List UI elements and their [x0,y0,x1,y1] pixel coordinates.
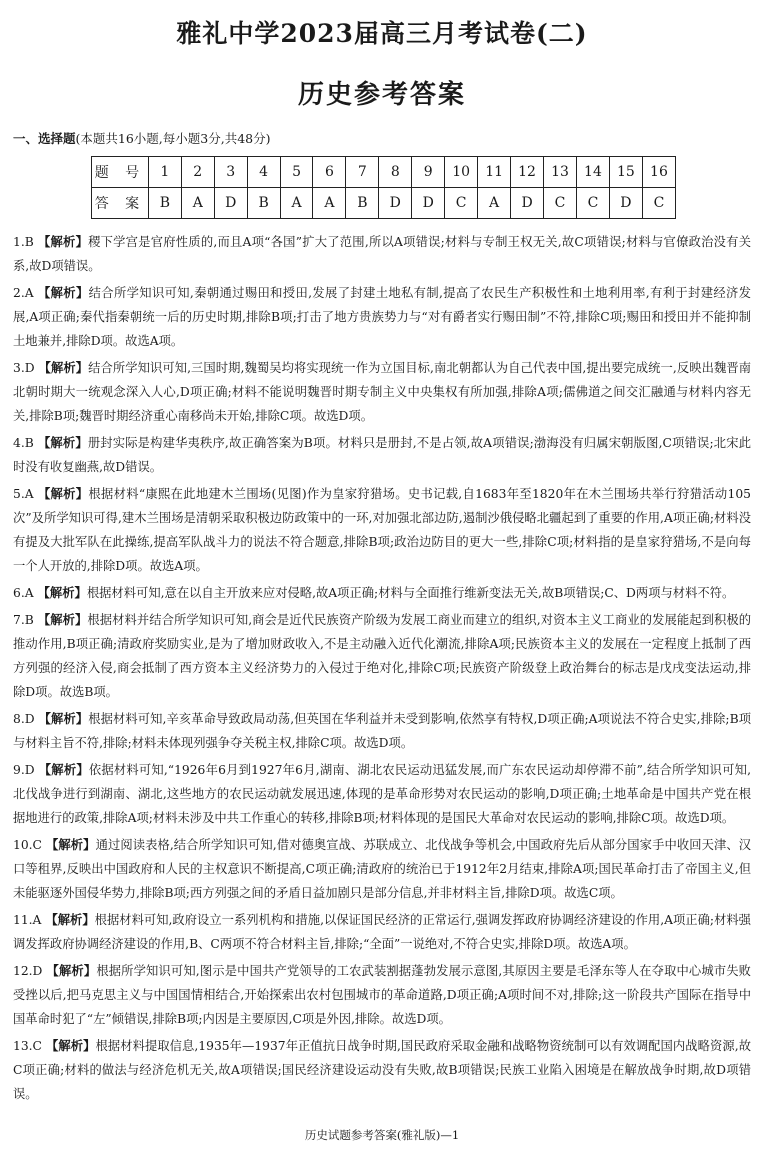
explanation-item [13,230,751,278]
analysis-tag: 【解析】 [38,712,89,726]
analysis-tag: 【解析】 [45,1039,96,1053]
explanation-item [13,758,751,830]
question-number-cell: 8 [379,157,412,188]
section-label: 一、选择题 [13,131,76,146]
item-text: 通过阅读表格,结合所学知识可知,借对德奥宣战、苏联成立、北伐战争等机会,中国政府先后从部分国家手中收回天津、汉口等租界,反映出中国政府和人民的主权意识不断提高,C项正确;清政府的统治已于1912年2月结束,排除A项;国民革命打击了帝国主义,但未能驱逐外国侵华势力,排除B项;西方列强之间的矛盾日益加剧只是部分信息,并非材料主旨,排除D项。故选C项。 [13,838,751,900]
explanation-item [13,833,751,905]
section-note: (本题共16小题,每小题3分,共48分) [75,131,271,146]
question-number-cell: 15 [609,157,642,188]
item-number: 12.D [13,964,43,978]
answer-cell: B [247,188,280,219]
explanation-item [13,959,751,1031]
answer-cell: C [576,188,609,219]
explanation-item [13,1034,751,1106]
item-number: 2.A [13,286,34,300]
analysis-tag: 【解析】 [46,964,97,978]
item-text: 根据所学知识可知,图示是中国共产党领导的工农武装割据蓬勃发展示意图,其原因主要是毛泽东等人在夺取中心城市失败受挫以后,把马克思主义与中国国情相结合,开始探索出农村包围城市的革命道路,D项正确;A项时间不对,排除;这一阶段共产国际在指导中国革命时犯了“左”倾错误,排除B项;内因是主要原因,C项是外因,排除。故选D项。 [13,964,751,1026]
analysis-tag: 【解析】 [38,361,89,375]
question-number-cell: 3 [214,157,247,188]
analysis-tag: 【解析】 [45,913,95,927]
question-number-cell: 11 [478,157,511,188]
question-number-cell: 12 [511,157,544,188]
question-number-cell: 9 [412,157,445,188]
answer-cell: A [181,188,214,219]
item-number: 6.A [13,586,34,600]
question-number-cell: 10 [445,157,478,188]
explanation-item [13,431,751,479]
answer-cell: D [609,188,642,219]
answer-cell: A [313,188,346,219]
analysis-tag: 【解析】 [45,838,96,852]
item-text: 依据材料可知,“1926年6月到1927年6月,湖南、湖北农民运动迅猛发展,而广东农民运动却停滞不前”,结合所学知识可知,北伐战争进行到湖南、湖北,这些地方的农民运动就发展迅速,体现的是革命形势对农民运动的影响,D项正确;土地革命是中国共产党在根据地进行的政策,排除A项;材料未涉及中共工作重心的转移,排除B项;材料体现的是国民大革命对农民运动的影响,排除C项。故选D项。 [13,763,751,825]
item-text: 根据材料可知,意在以自主开放来应对侵略,故A项正确;材料与全面推行维新变法无关,故B项错误;C、D两项与材料不符。 [86,586,735,600]
item-number: 1.B [13,235,34,249]
section-heading [13,129,270,147]
answer-cell: D [379,188,412,219]
explanation-item [13,707,751,755]
answer-cell: B [346,188,379,219]
explanation-item [13,482,751,578]
school-title: 雅礼中学2023届高三月考试卷(二) [176,19,588,48]
explanation-item [13,281,751,353]
question-number-cell: 5 [280,157,313,188]
question-number-cell: 14 [576,157,609,188]
answer-cell: A [280,188,313,219]
question-number-cell: 2 [181,157,214,188]
item-text: 根据材料“康熙在此地建木兰围场(见图)作为皇家狩猎场。史书记载,自1683年至1820年在木兰围场共举行狩猎活动105次”及所学知识可得,建木兰围场是清朝采取积极边防政策中的一环,对加强北部边防,遏制沙俄侵略北疆起到了重要的作用,A项正确;材料没有提及大批军队在此操练,提高军队战斗力的说法不符合题意,排除B项;政治边防目的更大一些,排除C项;材料指的是皇家狩猎场,不是向每一个人开放的,排除D项。故选A项。 [13,487,751,573]
analysis-tag: 【解析】 [37,235,89,249]
item-text: 根据材料可知,辛亥革命导致政局动荡,但英国在华利益并未受到影响,依然享有特权,D项正确;A项说法不符合史实,排除;B项与材料主旨不符,排除;材料未体现列强争夺关税主权,排除C项。故选D项。 [13,712,751,750]
question-number-cell: 7 [346,157,379,188]
answer-cell: B [148,188,181,219]
page-footer: 历史试题参考答案(雅礼版)—1 [304,1128,460,1142]
analysis-tag: 【解析】 [37,286,89,300]
question-number-cell: 13 [544,157,577,188]
explanation-list [13,230,751,1109]
analysis-tag: 【解析】 [37,613,88,627]
analysis-tag: 【解析】 [37,487,89,501]
answer-cell: C [445,188,478,219]
document-title: 历史参考答案 [297,80,466,110]
analysis-tag: 【解析】 [37,436,88,450]
item-number: 11.A [13,913,42,927]
item-text: 根据材料可知,政府设立一系列机构和措施,以保证国民经济的正常运行,强调发挥政府协调经济建设的作用,A项正确;材料强调发挥政府协调经济建设的作用,B、C两项不符合材料主旨,排除;“全面”一说绝对,不符合史实,排除D项。故选A项。 [13,913,751,951]
answer-key-table [91,156,676,219]
item-text: 根据材料并结合所学知识可知,商会是近代民族资产阶级为发展工商业而建立的组织,对资本主义工商业的发展能起到积极的推动作用,B项正确;清政府奖励实业,是为了增加财政收入,不是主动融入近代化潮流,排除A项;民族资本主义的发展在一定程度上抵制了西方列强的经济入侵,商会抵制了西方资本主义经济势力的入侵过于绝对化,排除C项;民族资产阶级登上政治舞台的标志是戊戌变法运动,排除D项。故选B项。 [13,613,751,699]
question-number-cell: 4 [247,157,280,188]
item-text: 结合所学知识可知,三国时期,魏蜀吴均将实现统一作为立国目标,南北朝都认为自己代表中国,提出要完成统一,反映出魏晋南北朝时期大一统观念深入人心,D项正确;材料不能说明魏晋时期专制主义中央集权有所加强,排除A项;儒佛道之间交汇融通与材料内容无关,排除B项;魏晋时期经济重心南移尚未开始,排除C项。故选D项。 [13,361,751,423]
item-number: 7.B [13,613,34,627]
answer-row [92,188,676,219]
item-text: 结合所学知识可知,秦朝通过赐田和授田,发展了封建土地私有制,提高了农民生产积极性和土地利用率,有利于封建经济发展,A项正确;秦代指秦朝统一后的历史时期,排除B项;打击了地方贵族势力与“对有爵者实行赐田制”不符,排除C项;赐田和授田并不能抑制土地兼并,排除D项。故选A项。 [13,286,751,348]
item-text: 册封实际是构建华夷秩序,故正确答案为B项。材料只是册封,不是占领,故A项错误;渤海没有归属宋朝版图,C项错误;北宋此时没有收复幽燕,故D错误。 [13,436,751,474]
item-number: 10.C [13,838,42,852]
explanation-item [13,356,751,428]
analysis-tag: 【解析】 [38,763,89,777]
item-number: 5.A [13,487,34,501]
item-number: 13.C [13,1039,42,1053]
question-number-row [92,157,676,188]
item-number: 8.D [13,712,35,726]
answer-cell: D [412,188,445,219]
explanation-item [13,908,751,956]
explanation-item [13,608,751,704]
row-label-answers: 答 案 [92,188,149,219]
explanation-item [13,581,751,605]
item-number: 9.D [13,763,35,777]
question-number-cell: 6 [313,157,346,188]
row-label-numbers: 题 号 [92,157,149,188]
answer-cell: D [511,188,544,219]
answer-cell: A [478,188,511,219]
answer-cell: D [214,188,247,219]
item-number: 4.B [13,436,34,450]
item-text: 根据材料提取信息,1935年—1937年正值抗日战争时期,国民政府采取金融和战略物资统制可以有效调配国内战略资源,故C项正确;材料的做法与经济危机无关,故A项错误;国民经济建设运动没有失败,故B项错误;民族工业陷入困境是在解放战争时期,故D项错误。 [13,1039,751,1101]
answer-cell: C [642,188,675,219]
answer-cell: C [544,188,577,219]
analysis-tag: 【解析】 [37,586,87,600]
question-number-cell: 16 [642,157,675,188]
question-number-cell: 1 [148,157,181,188]
item-number: 3.D [13,361,35,375]
item-text: 稷下学宫是官府性质的,而且A项“各国”扩大了范围,所以A项错误;材料与专制王权无关,故C项错误;材料与官僚政治没有关系,故D项错误。 [13,235,751,273]
